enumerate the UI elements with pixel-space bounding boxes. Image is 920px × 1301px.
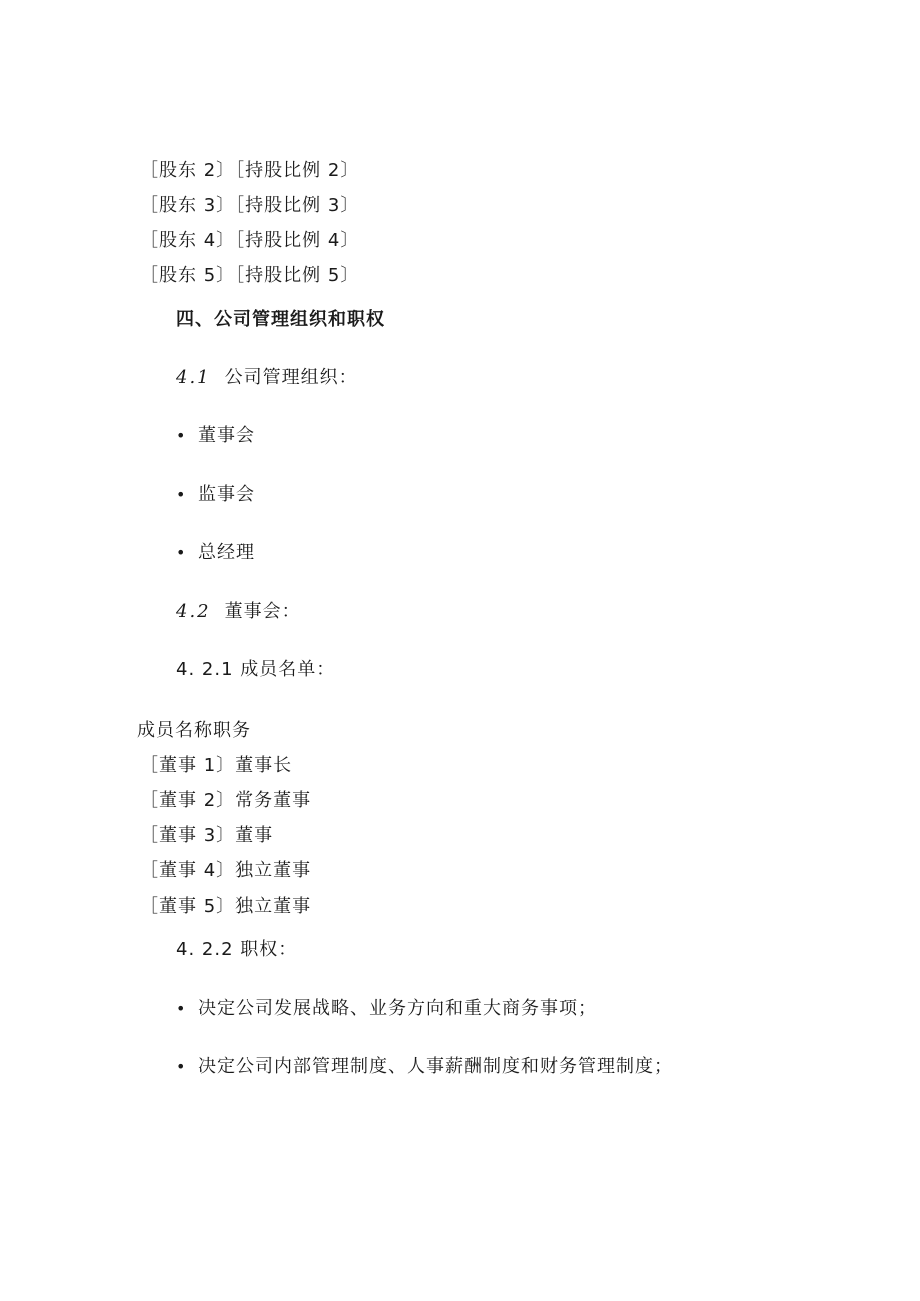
list-item (176, 1058, 673, 1076)
member-row: ［董事 3〕董事 (140, 825, 274, 846)
shareholder-line: ［股东 3〕［持股比例 3〕 (140, 195, 360, 216)
bullet-icon: • (176, 426, 187, 445)
list-item (176, 486, 255, 504)
list-item-text: 董事会 (198, 425, 255, 446)
list-item (176, 1000, 597, 1018)
subsection-4-2 (176, 603, 301, 621)
subsection-4-1 (176, 369, 358, 387)
list-item (176, 427, 255, 445)
member-row: ［董事 2〕常务董事 (140, 790, 312, 811)
member-row: ［董事 1〕董事长 (140, 755, 293, 776)
members-header: 成员名称职务 (137, 720, 251, 741)
list-item-text: 总经理 (198, 542, 255, 563)
shareholder-line: ［股东 5〕［持股比例 5〕 (140, 265, 360, 286)
shareholder-line: ［股东 4〕［持股比例 4〕 (140, 230, 360, 251)
subsection-4-2-1: 4. 2.1 成员名单： (176, 659, 336, 680)
subsection-title: 董事会： (224, 601, 301, 622)
member-row: ［董事 4〕独立董事 (140, 860, 312, 881)
list-item (176, 544, 255, 562)
section-heading: 四、公司管理组织和职权 (176, 309, 385, 330)
bullet-icon: • (176, 543, 187, 562)
shareholder-line: ［股东 2〕［持股比例 2〕 (140, 160, 360, 181)
subsection-number: 4.2 (176, 601, 211, 622)
list-item-text: 决定公司发展战略、业务方向和重大商务事项； (198, 998, 597, 1019)
subsection-title: 公司管理组织： (224, 367, 358, 388)
bullet-icon: • (176, 1057, 187, 1076)
subsection-number: 4.1 (176, 367, 211, 388)
bullet-icon: • (176, 485, 187, 504)
list-item-text: 监事会 (198, 484, 255, 505)
bullet-icon: • (176, 999, 187, 1018)
subsection-4-2-2: 4. 2.2 职权： (176, 939, 298, 960)
member-row: ［董事 5〕独立董事 (140, 896, 312, 917)
list-item-text: 决定公司内部管理制度、人事薪酬制度和财务管理制度； (198, 1056, 673, 1077)
